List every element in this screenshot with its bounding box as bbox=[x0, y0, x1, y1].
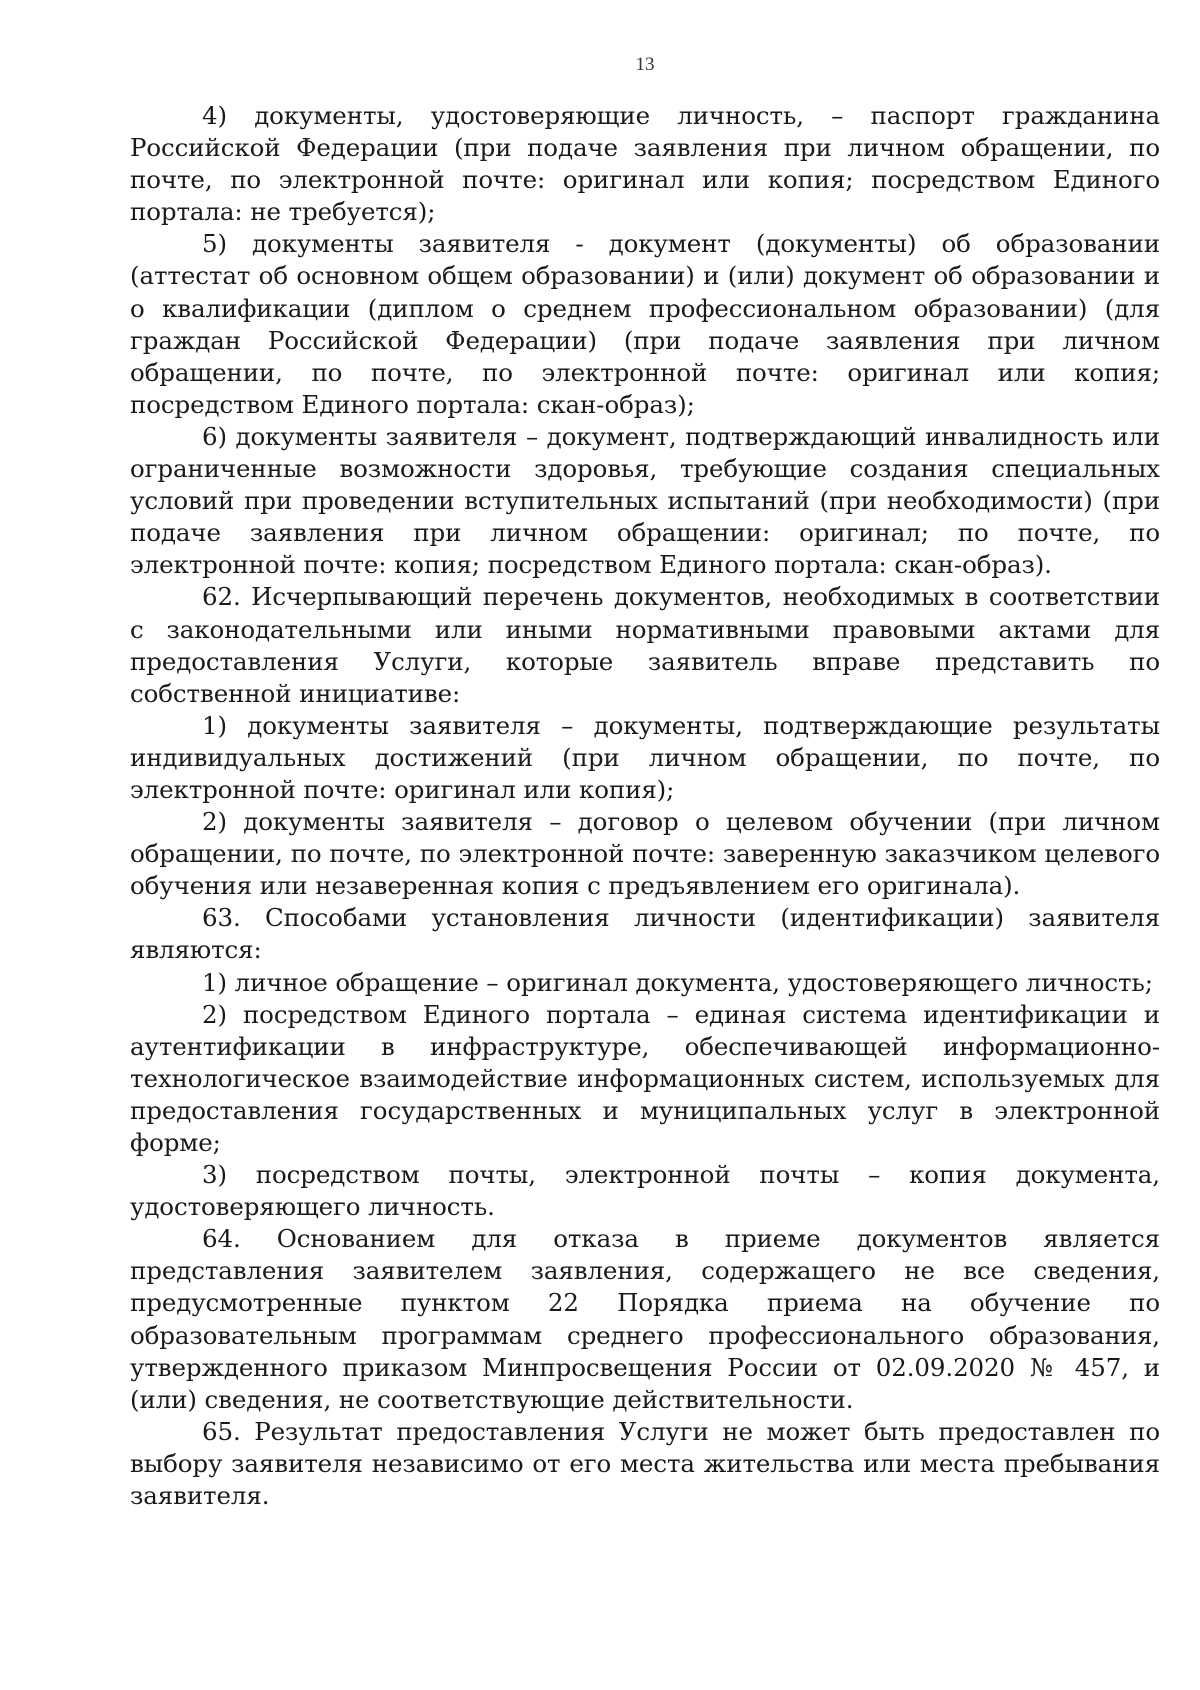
paragraph-63: 63. Способами установления личности (идентификации) заявителя являются: bbox=[130, 903, 1160, 965]
paragraph-63-item-2: 2) посредством Единого портала – единая система идентификации и аутентификации в инфраструктуре, обеспечивающей информационно-технологическое взаимодействие информационных систем, используемых для предоставления государственных и муниципальных услуг в электронной форме; bbox=[130, 999, 1160, 1157]
paragraph-65: 65. Результат предоставления Услуги не может быть предоставлен по выбору заявителя независимо от его места жительства или места пребывания заявителя. bbox=[130, 1416, 1160, 1511]
paragraph-62: 62. Исчерпывающий перечень документов, необходимых в соответствии с законодательными или иными нормативными правовыми актами для предоставления Услуги, которые заявитель вправе представить по собственной инициативе: bbox=[130, 582, 1160, 708]
page-number: 13 bbox=[635, 54, 655, 75]
document-body bbox=[130, 100, 1160, 1512]
paragraph-item-6-disability: 6) документы заявителя – документ, подтверждающий инвалидность или ограниченные возможности здоровья, требующие создания специальных условий при проведении вступительных испытаний (при необходимости) (при подаче заявления при личном обращении: оригинал; по почте, по электронной почте: копия; посредством Единого портала: скан-образ). bbox=[130, 421, 1160, 580]
paragraph-item-4-identity: 4) документы, удостоверяющие личность, – паспорт гражданина Российской Федерации (при подаче заявления при личном обращении, по почте, по электронной почте: оригинал или копия; посредством Единого портала: не требуется); bbox=[130, 101, 1160, 227]
paragraph-62-item-1: 1) документы заявителя – документы, подтверждающие результаты индивидуальных достижений (при личном обращении, по почте, по электронной почте: оригинал или копия); bbox=[130, 710, 1160, 804]
paragraph-item-5-education: 5) документы заявителя - документ (документы) об образовании (аттестат об основном общем образовании) и (или) документ об образовании и о квалификации (диплом о среднем профессиональном образовании) (для граждан Российской Федерации) (при подаче заявления при личном обращении, по почте, по электронной почте: оригинал или копия; посредством Единого портала: скан-образ); bbox=[130, 229, 1160, 419]
paragraph-64: 64. Основанием для отказа в приеме документов является представления заявителем заявления, содержащего не все сведения, предусмотренные пунктом 22 Порядка приема на обучение по образовательным программам среднего профессионального образования, утвержденного приказом Минпросвещения России от 02.09.2020 № 457, и (или) сведения, не соответствующие действительности. bbox=[130, 1224, 1160, 1414]
paragraph-63-item-1: 1) личное обращение – оригинал документа, удостоверяющего личность; bbox=[202, 967, 1153, 997]
paragraph-62-item-2: 2) документы заявителя – договор о целевом обучении (при личном обращении, по почте, по электронной почте: заверенную заказчиком целевого обучения или незаверенная копия с предъявлением его оригинала). bbox=[130, 807, 1160, 901]
paragraph-63-item-3: 3) посредством почты, электронной почты – копия документа, удостоверяющего личность. bbox=[130, 1160, 1160, 1222]
